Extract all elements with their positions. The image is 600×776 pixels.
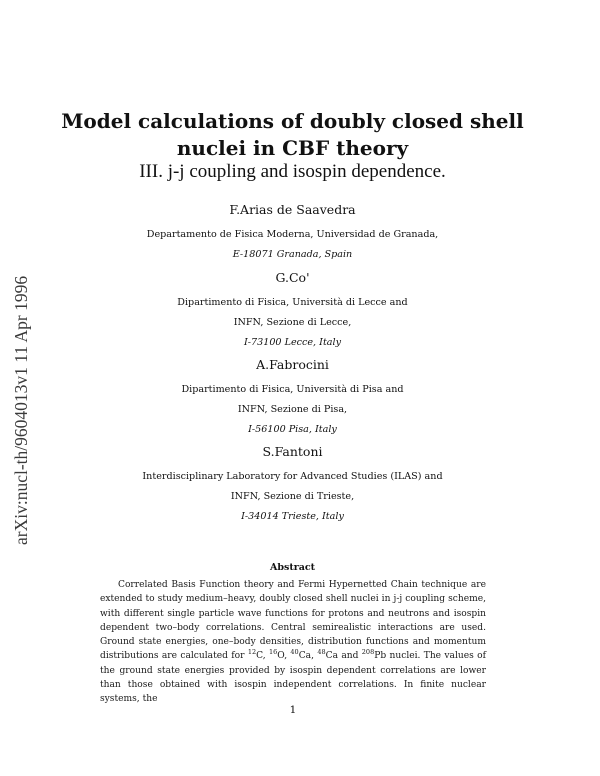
nucleus-symbol: C: [256, 651, 263, 662]
nucleus-symbol: O: [277, 651, 285, 662]
paper-subtitle: III. j-j coupling and isospin dependence.: [139, 161, 446, 182]
nucleus-symbol: Ca: [325, 651, 338, 662]
abstract-heading: Abstract: [269, 562, 316, 573]
nucleus-separator: ,: [311, 651, 318, 662]
affiliation-city: I-56100 Pisa, Italy: [248, 424, 337, 435]
abstract-text: nuclei. The values of the ground state energies provided by isospin dependent correlations are lower than those obtained with isospin independent correlations. In finite nuclear systems, the: [100, 651, 486, 705]
abstract-body: [100, 578, 486, 707]
affiliation-city: I-34014 Trieste, Italy: [241, 511, 344, 522]
affiliation-city: E-18071 Granada, Spain: [232, 249, 353, 260]
author-name: G.Co': [275, 270, 310, 285]
nucleus-symbol: Pb: [374, 651, 387, 662]
author-block: [100, 201, 485, 265]
affiliation-city: I-73100 Lecce, Italy: [243, 337, 342, 348]
nucleus-mass: 48: [317, 648, 326, 657]
author-name: A.Fabrocini: [256, 357, 329, 372]
affiliation-line: INFN, Sezione di Lecce,: [233, 317, 352, 328]
nucleus-mass: 16: [268, 648, 278, 657]
affiliation-line: Interdisciplinary Laboratory for Advanced Studies (ILAS) and: [142, 471, 443, 482]
nucleus-separator: ,: [262, 651, 269, 662]
abstract-text: Correlated Basis Function theory and Fermi Hypernetted Chain technique are extended to study medium–heavy, doubly closed shell nuclei in j-j coupling scheme, with different single particle wave functions for protons and neutrons and isospin dependent two–body correlations. Central semirealistic interactions are used. Ground state energies, one–body densities, distribution functions and momentum distributions are calculated for: [100, 580, 486, 662]
nucleus-mass: 12: [247, 648, 257, 657]
nucleus-mass: 40: [290, 648, 299, 657]
affiliation-line: INFN, Sezione di Trieste,: [230, 491, 355, 502]
affiliation-line: Dipartimento di Fisica, Università di Lecce and: [177, 297, 408, 308]
author-block: [100, 356, 485, 440]
author-block: [100, 443, 485, 527]
affiliation-line: Departamento de Fisica Moderna, Universidad de Granada,: [146, 229, 439, 240]
page-number: 1: [289, 704, 297, 716]
nucleus-mass: 208: [361, 648, 375, 657]
affiliation-line: Dipartimento di Fisica, Università di Pisa and: [181, 384, 404, 395]
author-name: S.Fantoni: [262, 444, 323, 459]
nucleus-separator: ,: [284, 651, 291, 662]
paper-title: Model calculations of doubly closed shell nuclei in CBF theory: [61, 109, 524, 160]
affiliation-line: INFN, Sezione di Pisa,: [237, 404, 348, 415]
nucleus-separator: and: [338, 651, 362, 662]
author-block: [100, 269, 485, 353]
arxiv-identifier-stamp: arXiv:nucl-th/9604013v1 11 Apr 1996: [11, 275, 31, 545]
nucleus-symbol: Ca: [298, 651, 312, 662]
author-name: F.Arias de Saavedra: [229, 202, 356, 217]
